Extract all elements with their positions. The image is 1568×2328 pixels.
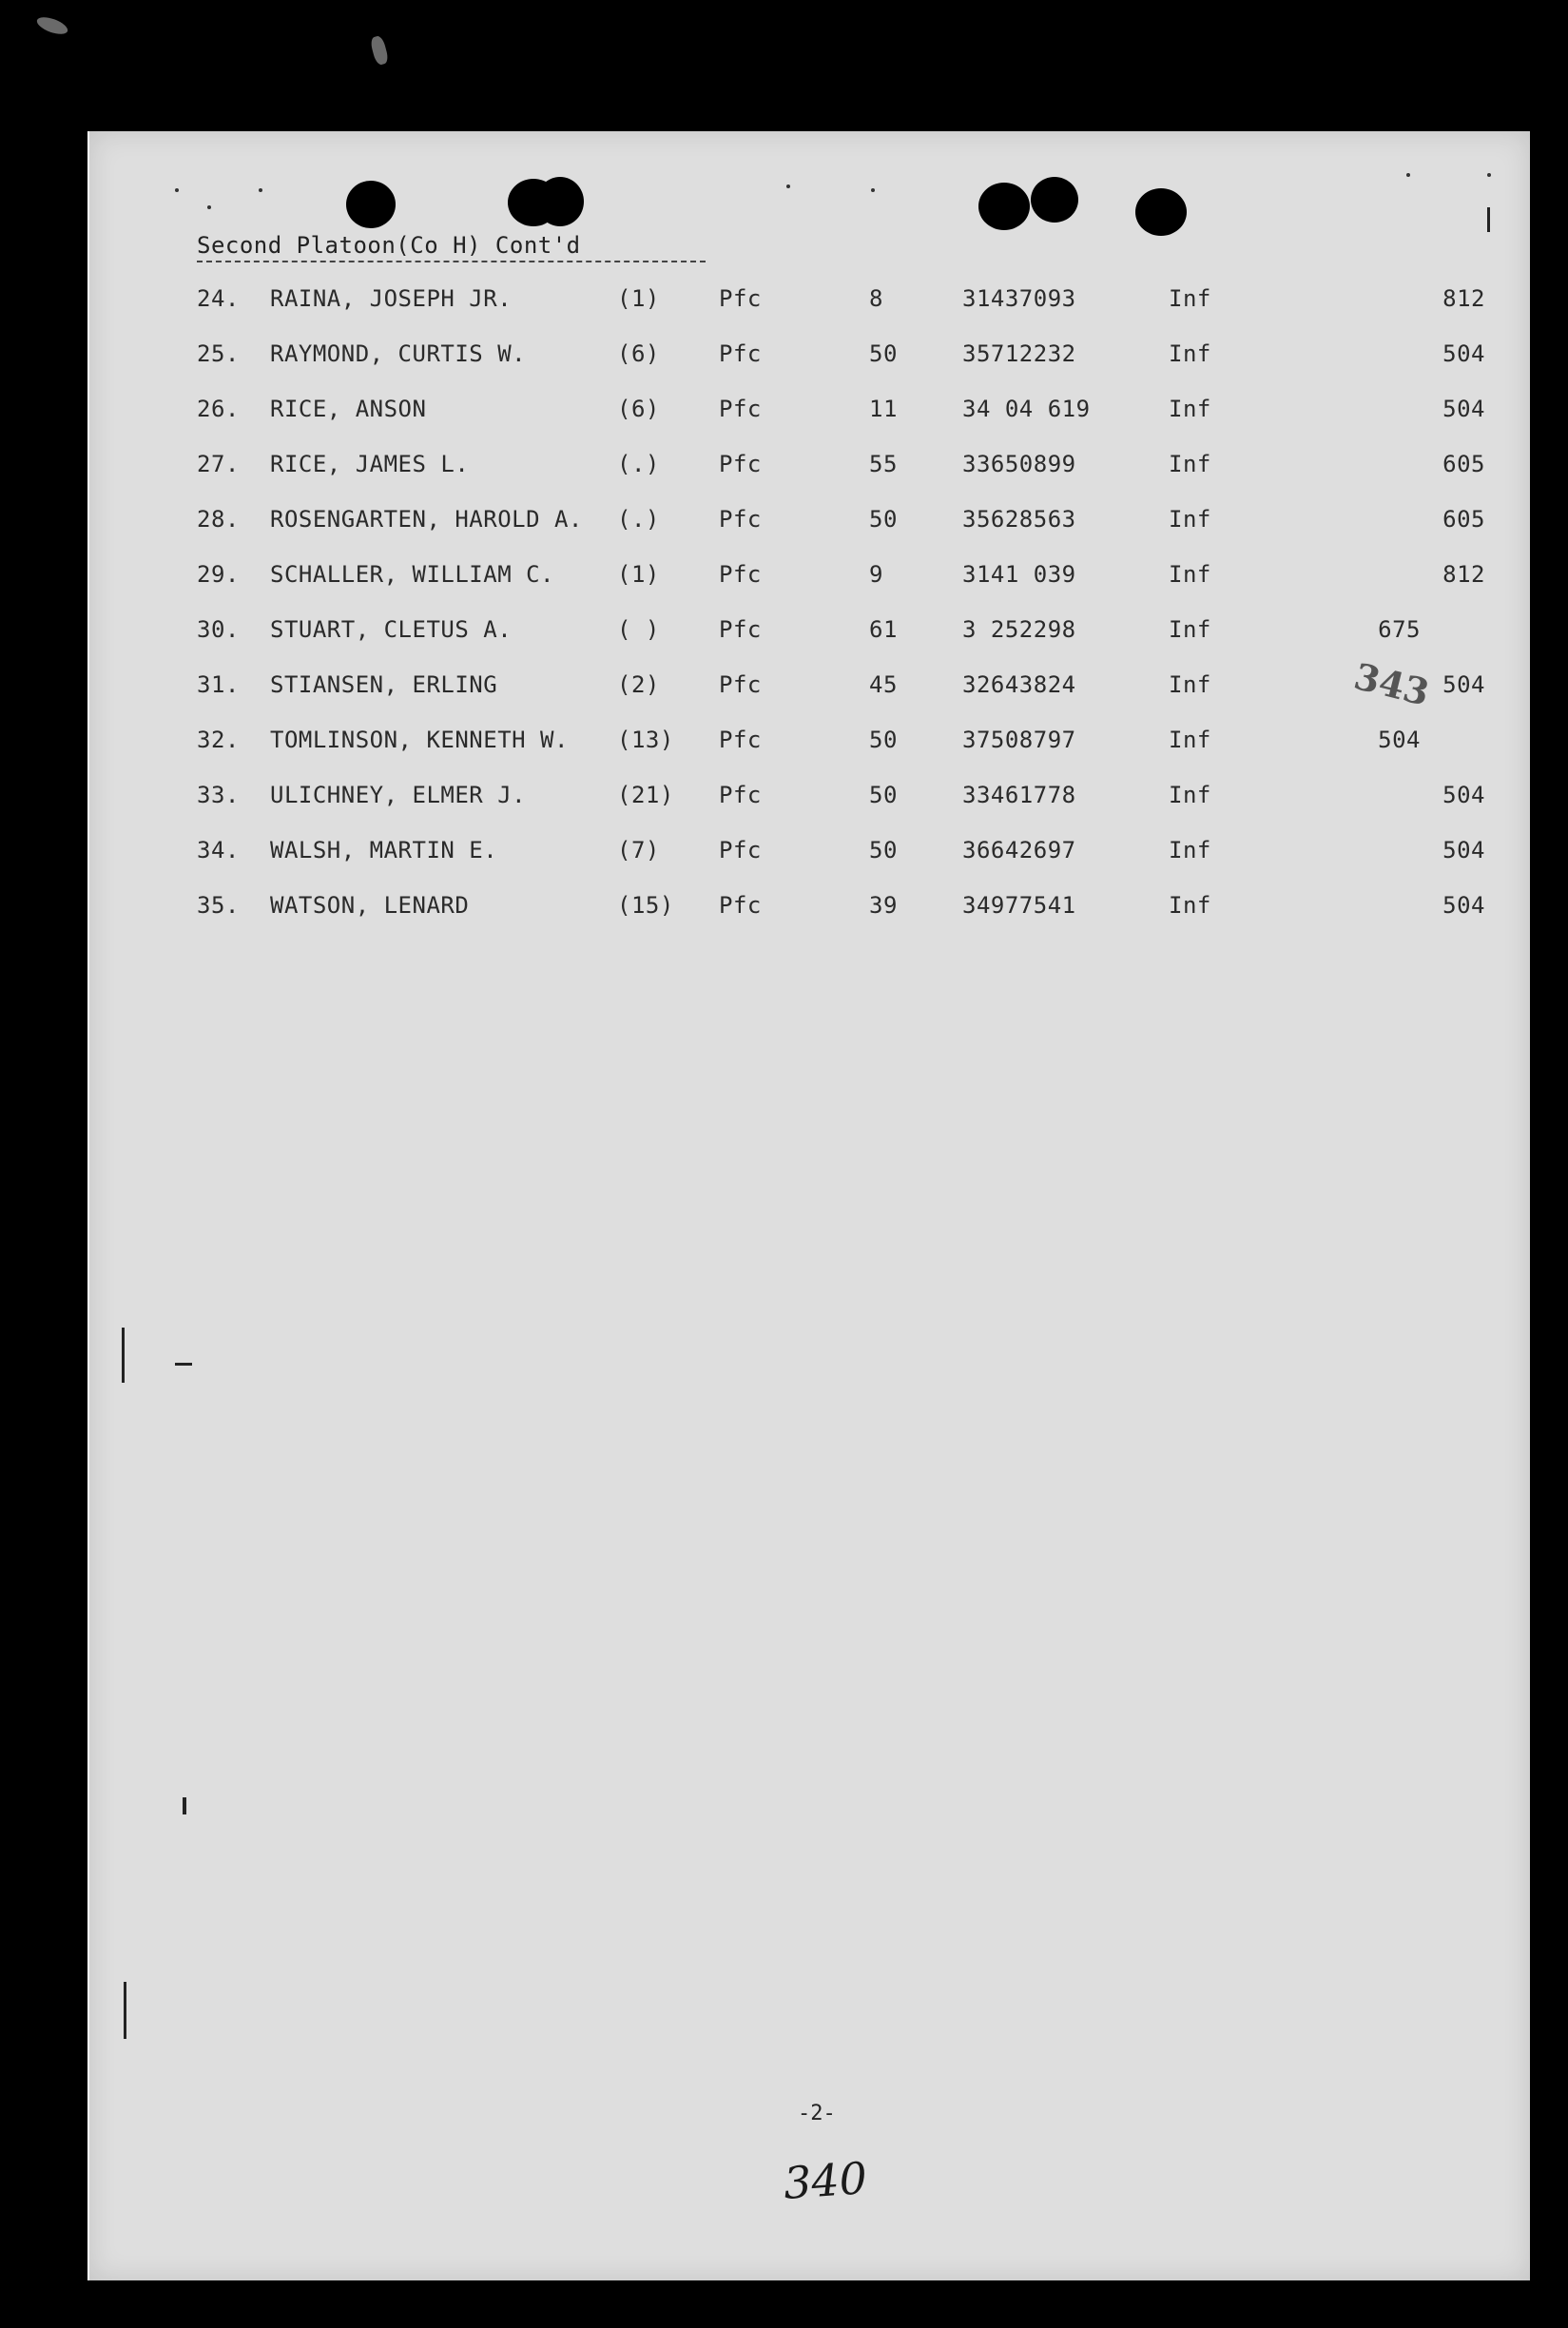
roster-row	[89, 837, 1530, 871]
branch: Inf	[1169, 616, 1211, 643]
soldier-name: TOMLINSON, KENNETH W.	[270, 727, 569, 753]
stray-dot	[786, 184, 790, 188]
serial-number: 37508797	[962, 727, 1076, 753]
code: (.)	[617, 506, 660, 533]
branch: Inf	[1169, 671, 1211, 698]
soldier-name: SCHALLER, WILLIAM C.	[270, 561, 554, 588]
soldier-name: RICE, ANSON	[270, 396, 427, 422]
row-number: 28.	[197, 506, 240, 533]
value: 9	[869, 561, 883, 588]
serial-number: 35628563	[962, 506, 1076, 533]
rank: Pfc	[719, 837, 762, 863]
branch: Inf	[1169, 451, 1211, 477]
code: (6)	[617, 396, 660, 422]
branch: Inf	[1169, 727, 1211, 753]
soldier-name: ROSENGARTEN, HAROLD A.	[270, 506, 583, 533]
mos: 675	[1378, 616, 1421, 643]
value: 50	[869, 782, 898, 808]
stray-dot	[207, 205, 211, 209]
soldier-name: RAINA, JOSEPH JR.	[270, 285, 513, 312]
rank: Pfc	[719, 727, 762, 753]
row-number: 24.	[197, 285, 240, 312]
branch: Inf	[1169, 506, 1211, 533]
value: 8	[869, 285, 883, 312]
branch: Inf	[1169, 892, 1211, 919]
margin-mark	[124, 1982, 126, 2039]
roster-row	[89, 561, 1530, 595]
value: 11	[869, 396, 898, 422]
stray-dot	[175, 188, 179, 192]
roster-row	[89, 671, 1530, 706]
punch-hole	[536, 177, 584, 226]
rank: Pfc	[719, 561, 762, 588]
punch-hole	[346, 181, 396, 228]
row-number: 33.	[197, 782, 240, 808]
serial-number: 3 252298	[962, 616, 1076, 643]
row-number: 26.	[197, 396, 240, 422]
mos: 812	[1442, 561, 1485, 588]
serial-number: 35712232	[962, 340, 1076, 367]
roster-row	[89, 396, 1530, 430]
value: 55	[869, 451, 898, 477]
branch: Inf	[1169, 396, 1211, 422]
margin-mark	[175, 1363, 192, 1366]
mos: 504	[1378, 727, 1421, 753]
value: 50	[869, 837, 898, 863]
stray-dot	[1406, 173, 1410, 177]
mos: 504	[1442, 396, 1485, 422]
row-number: 32.	[197, 727, 240, 753]
value: 39	[869, 892, 898, 919]
document-page	[87, 131, 1530, 2280]
serial-number: 32643824	[962, 671, 1076, 698]
row-number: 31.	[197, 671, 240, 698]
punch-hole	[978, 183, 1030, 230]
rank: Pfc	[719, 451, 762, 477]
code: (15)	[617, 892, 674, 919]
value: 61	[869, 616, 898, 643]
branch: Inf	[1169, 340, 1211, 367]
row-number: 27.	[197, 451, 240, 477]
branch: Inf	[1169, 837, 1211, 863]
row-number: 30.	[197, 616, 240, 643]
heading-underline	[197, 261, 706, 262]
mos: 504	[1442, 340, 1485, 367]
mos: 504	[1442, 782, 1485, 808]
roster-row	[89, 340, 1530, 375]
mos: 504	[1442, 671, 1485, 698]
section-heading: Second Platoon(Co H) Cont'd	[197, 232, 581, 259]
serial-number: 36642697	[962, 837, 1076, 863]
stray-dot	[1487, 173, 1491, 177]
row-number: 25.	[197, 340, 240, 367]
roster-row	[89, 892, 1530, 926]
scan-speck	[35, 14, 70, 38]
rank: Pfc	[719, 506, 762, 533]
value: 50	[869, 727, 898, 753]
code: (1)	[617, 285, 660, 312]
code: (21)	[617, 782, 674, 808]
mos: 605	[1442, 506, 1485, 533]
code: (7)	[617, 837, 660, 863]
code: (2)	[617, 671, 660, 698]
branch: Inf	[1169, 782, 1211, 808]
roster-row	[89, 616, 1530, 650]
soldier-name: STUART, CLETUS A.	[270, 616, 513, 643]
punch-hole	[1031, 177, 1078, 223]
margin-mark	[1487, 207, 1490, 232]
serial-number: 3141 039	[962, 561, 1076, 588]
soldier-name: RAYMOND, CURTIS W.	[270, 340, 527, 367]
roster-row	[89, 506, 1530, 540]
serial-number: 34 04 619	[962, 396, 1091, 422]
margin-mark	[183, 1797, 186, 1814]
stray-dot	[259, 188, 262, 192]
value: 50	[869, 506, 898, 533]
rank: Pfc	[719, 285, 762, 312]
mos: 504	[1442, 837, 1485, 863]
stamped-number: 343	[1349, 654, 1434, 714]
rank: Pfc	[719, 671, 762, 698]
roster-row	[89, 727, 1530, 761]
roster-row	[89, 782, 1530, 816]
code: (.)	[617, 451, 660, 477]
soldier-name: WATSON, LENARD	[270, 892, 470, 919]
rank: Pfc	[719, 396, 762, 422]
code: (1)	[617, 561, 660, 588]
soldier-name: ULICHNEY, ELMER J.	[270, 782, 527, 808]
code: ( )	[617, 616, 660, 643]
serial-number: 33461778	[962, 782, 1076, 808]
soldier-name: WALSH, MARTIN E.	[270, 837, 498, 863]
rank: Pfc	[719, 892, 762, 919]
punch-hole	[1135, 188, 1187, 236]
serial-number: 31437093	[962, 285, 1076, 312]
row-number: 29.	[197, 561, 240, 588]
rank: Pfc	[719, 616, 762, 643]
roster-row	[89, 451, 1530, 485]
row-number: 34.	[197, 837, 240, 863]
value: 50	[869, 340, 898, 367]
mos: 812	[1442, 285, 1485, 312]
serial-number: 34977541	[962, 892, 1076, 919]
value: 45	[869, 671, 898, 698]
stray-dot	[871, 188, 875, 192]
margin-mark	[122, 1328, 125, 1383]
rank: Pfc	[719, 782, 762, 808]
roster-row	[89, 285, 1530, 320]
mos: 605	[1442, 451, 1485, 477]
serial-number: 33650899	[962, 451, 1076, 477]
branch: Inf	[1169, 285, 1211, 312]
branch: Inf	[1169, 561, 1211, 588]
page-number: -2-	[798, 2102, 836, 2125]
scan-speck	[369, 35, 389, 67]
mos: 504	[1442, 892, 1485, 919]
code: (6)	[617, 340, 660, 367]
code: (13)	[617, 727, 674, 753]
rank: Pfc	[719, 340, 762, 367]
handwritten-number: 340	[782, 2152, 869, 2209]
soldier-name: RICE, JAMES L.	[270, 451, 470, 477]
row-number: 35.	[197, 892, 240, 919]
soldier-name: STIANSEN, ERLING	[270, 671, 498, 698]
